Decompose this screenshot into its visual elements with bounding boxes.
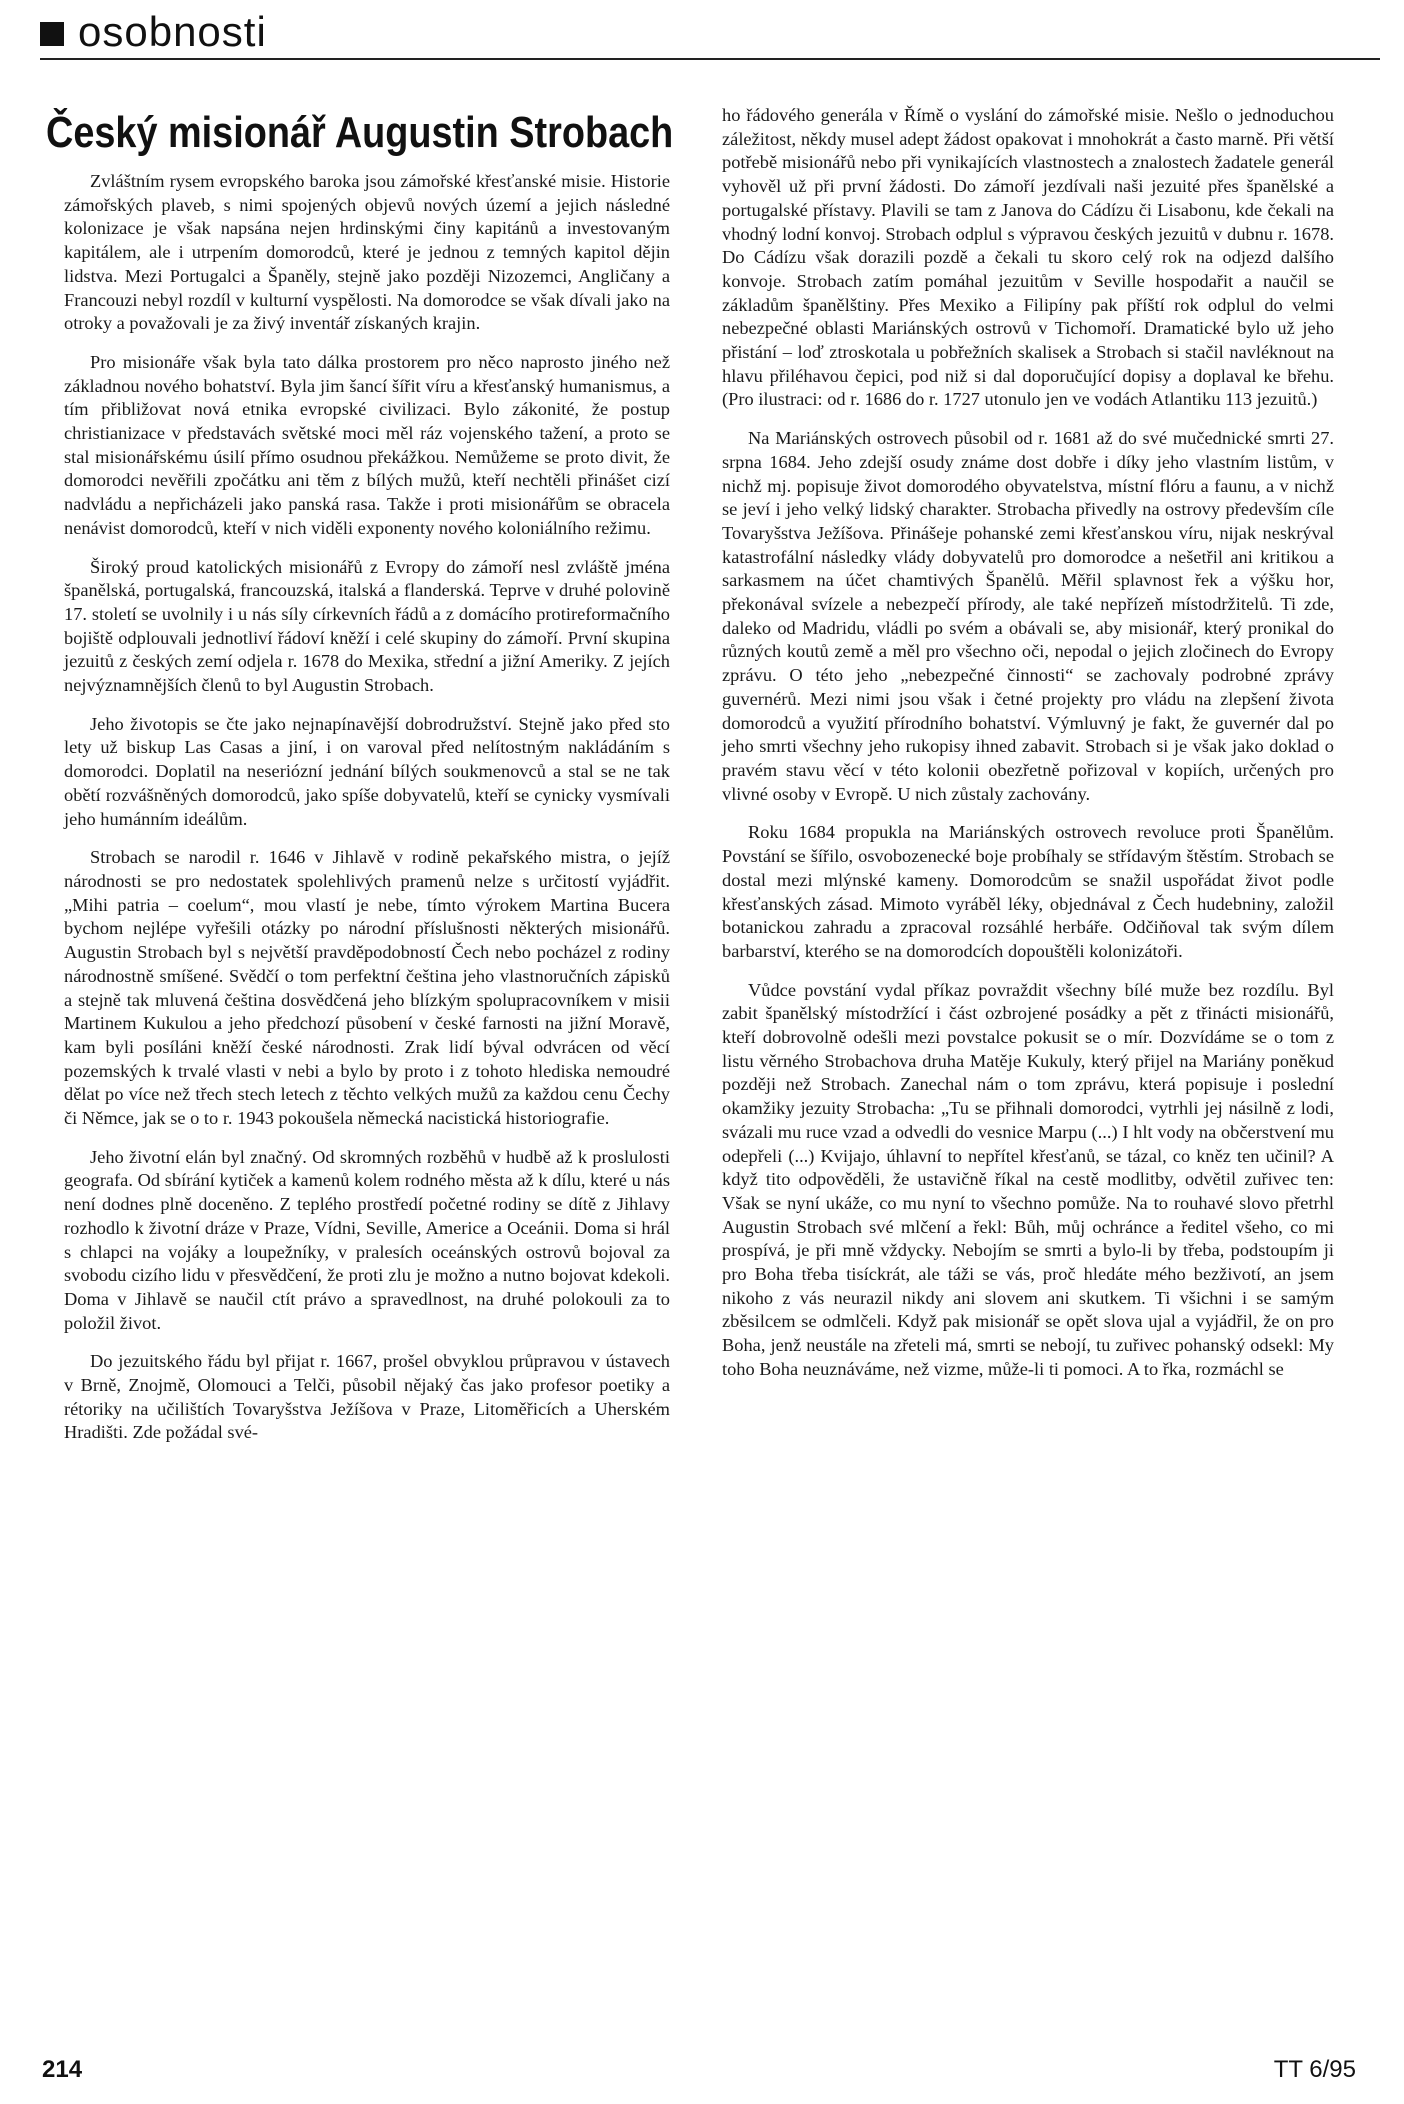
paragraph: Jeho životní elán byl značný. Od skromných rozběhů v hudbě až k proslulosti geografa. Od sbírání kytiček a kamenů kolem rodného města až k dílu, které u nás není dodnes plně doceněno. Z teplého prostředí početné rodiny se dítě z Jihlavy rozhodlo k životní dráze v Praze, Vídni, Seville, Americe a Oceánii. Doma si hrál s chlapci na vojáky a loupežníky, v pralesích oceánských ostrovů bojoval za svobodu cizího lidu v přesvědčení, že proti zlu je možno a nutno bojovat kdekoli. Doma v Jihlavě se naučil ctít právo a spravedlnost, na druhé polokouli za to položil život. (64, 1146, 670, 1333)
page-number: 214 (42, 2056, 83, 2083)
paragraph: Široký proud katolických misionářů z Evropy do zámoří nesl zvláště jména španělská, portugalská, francouzská, italská a flanderská. Teprve v druhé polovině 17. století se uvolnily i u nás síly církevních řádů a z domácího protireformačního bojiště odplouvali jednotliví řádoví kněží i celé skupiny do zámoří. První skupina jezuitů z českých zemí odjela r. 1678 do Mexika, střední a jižní Ameriky. Z jejích nejvýznamnějších členů to byl Augustin Strobach. (64, 556, 670, 696)
article-title: Český misionář Augustin Strobach (46, 108, 674, 157)
paragraph: Vůdce povstání vydal příkaz povraždit všechny bílé muže bez rozdílu. Byl zabit španělský místodržící i část ozbrojené posádky a pět z třinácti misionářů, kteří dobrovolně odešli mezi povstalce pokusit se o mír. Dozvídáme se o tom z listu věrného Strobachova druha Matěje Kukuly, který přijel na Mariány poněkud později než Strobach. Zanechal nám o tom zprávu, která popisuje i poslední okamžiky jezuity Strobacha: „Tu se přihnali domorodci, vytrhli jej násilně z lodi, svázali mu ruce vzad a odvedli do vesnice Marpu (...) I hlt vody na občerstvení mu odepřeli (...) Kvijajo, úhlavní to nepřítel křesťanů, se tázal, co kněz ten učinil? A když tito odpověděli, že ustavičně říkal na cestě modlitby, odvětil zuřivec ten: Však se nyní ukáže, co mu nyní to všechno pomůže. Na to rouhavé slovo přetrhl Augustin Strobach své mlčení a řekl: Bůh, můj ochránce a ředitel všeho, co mi prospívá, je při mně vždycky. Nebojím se smrti a bylo-li by třeba, podstoupím ji pro Boha třeba tisíckrát, ale táži se vás, proč hledáte mého bezživotí, an jsem nikoho z vás neurazil nikdy ani slovem ani skutkem. Ti všichni i se samým zběsilcem se odmlčeli. Když pak misionář se opět slova ujal a vyjádřil, že on pro Boha, jenž neustále na zřeteli má, smrti se nebojí, tu zuřivec pohanský odsekl: My toho Boha neuznáváme, než vizme, může-li ti pomoci. A to řka, rozmáchl se (722, 979, 1334, 1379)
section-name: osobnosti (78, 8, 267, 55)
issue-label: TT 6/95 (1273, 2056, 1356, 2083)
paragraph: Pro misionáře však byla tato dálka prostorem pro něco naprosto jiného než základnou nového bohatství. Byla jim šancí šířit víru a křesťanský humanismus, a tím přibližovat nová etnika evropské civilizaci. Bylo zákonité, že postup christianizace v představách světské moci měl ráz vojenského tažení, a proto se stal misionářskému úsilí přímo osudnou překážkou. Nemůžeme se proto divit, že domorodci nevěřili zpočátku ani těm z bílých mužů, kteří nechtěli přinášet cizí nadvládu a nepřicházeli jako panská rasa. Takže i proti misionářům se obracela nenávist domorodců, kteří v nich viděli exponenty nového koloniálního režimu. (64, 351, 670, 538)
section-header (40, 8, 1380, 60)
section-square-icon (40, 22, 64, 46)
paragraph: Na Mariánských ostrovech působil od r. 1681 až do své mučednické smrti 27. srpna 1684. Jeho zdejší osudy známe dost dobře i díky jeho vlastním listům, v nichž mj. popisuje život domorodého obyvatelstva, místní flóru a faunu, a v nichž se jeví i jeho velký lidský charakter. Strobacha přivedly na ostrovy především cíle Tovaryšstva Ježíšova. Přinášeje pohanské zemi křesťanskou víru, nijak neskrýval katastrofální následky vlády dobyvatelů pro domorodce a nešetřil ani kritikou a sarkasmem na účet chamtivých Španělů. Měřil splavnost řek a výšku hor, překonával svízele a nebezpečí přírody, ale také nepřízeň místodržitelů. Ti zde, daleko od Madridu, vládli po svém a obávali se, aby misionář, který pronikal do různých koutů země a měl pro všechno oči, nepodal o jejich zločinech do Evropy zprávu. O této jeho „nebezpečné činnosti“ se zachovaly podrobné zprávy guvernérů. Mezi nimi jsou však i četné projekty pro vládu na zlepšení života domorodců a využití přírodního bohatství. Výmluvný je fakt, že guvernér dal po jeho smrti všechny jeho rukopisy ihned zabavit. Strobach si je však jako doklad o pravém stavu věcí v této kolonii obezřetně pořizoval v kopiích, určených pro vlivné osoby v Evropě. U nich zůstaly zachovány. (722, 428, 1334, 804)
paragraph: Do jezuitského řádu byl přijat r. 1667, prošel obvyklou průpravou v ústavech v Brně, Znojmě, Olomouci a Telči, působil nějaký čas jako profesor poetiky a rétoriky na učilištích Tovaryšstva Ježíšova v Praze, Litoměřicích a Uherském Hradišti. Zde požádal své- (64, 1351, 670, 1443)
paragraph: Roku 1684 propukla na Mariánských ostrovech revoluce proti Španělům. Povstání se šířilo, osvobozenecké boje probíhaly se střídavým štěstím. Strobach se dostal mezi mlýnské kameny. Domorodcům se snažil uspořádat život podle křesťanských zásad. Mimoto vyráběl léky, objednával z Čech hudebniny, založil botanickou zahradu a zpracoval rozsáhlé herbáře. Odčiňoval tak svým dílem barbarství, kterého se na domorodcích dopouštěli kolonizátoři. (722, 822, 1334, 961)
column-left (64, 170, 670, 1460)
paragraph: Strobach se narodil r. 1646 v Jihlavě v rodině pekařského mistra, o jejíž národnosti se pro nedostatek spolehlivých pramenů nelze s určitostí vyjádřit. „Mihi patria – coelum“, mou vlastí je nebe, tímto výrokem Martina Bucera bychom nejlépe vyřešili otázky po národní příslušnosti některých misionářů. Augustin Strobach byl s největší pravděpodobností Čech nebo pocházel z rodiny národnostně smíšené. Svědčí o tom perfektní čeština jeho vlastnoručních zápisků a stejně tak mluvená čeština dosvědčená jeho blízkým spolupracovníkem v misii Martinem Kukulou a jeho předchozí působení v české farnosti na jižní Moravě, kam byli posíláni kněží české národnosti. Zrak lidí býval odvrácen od věcí pozemských k trvalé vlasti v nebi a bylo by proto i z tohoto hlediska nemoudré dělat po více než třech stech letech z těchto velkých mužů za každou cenu Čechy či Němce, jak se o to r. 1943 pokoušela německá nacistická historiografie. (64, 847, 670, 1129)
paragraph: Jeho životopis se čte jako nejnapínavější dobrodružství. Stejně jako před sto lety už biskup Las Casas a jiní, i on varoval před nelítostným nakládáním s domorodci. Doplatil na neseriózní jednání bílých soukmenovců a stal se ne tak obětí rozvášněných domorodců, jako spíše dobyvatelů, kteří se cynicky vysmívali jeho humánním ideálům. (64, 713, 670, 829)
paragraph: ho řádového generála v Římě o vyslání do zámořské misie. Nešlo o jednoduchou záležitost, někdy musel adept žádost opakovat i mnohokrát a často marně. Při větší potřebě misionářů nebo při vynikajících vlastnostech a znalostech žadatele generál vyhověl už při první žádosti. Do zámoří jezdívali naši jezuité přes španělské a portugalské přístavy. Plavili se tam z Janova do Cádízu či Lisabonu, kde čekali na vhodný lodní konvoj. Strobach odplul s výpravou českých jezuitů v dubnu r. 1678. Do Cádízu však dorazili pozdě a čekali tu skoro celý rok na odjezd dalšího konvoje. Strobach zatím pomáhal jezuitům v Seville hospodařit a naučil se základům španělštiny. Přes Mexiko a Filipíny pak příští rok odplul do velmi nebezpečné oblasti Mariánských ostrovů v Tichomoří. Dramatické bylo už jeho přistání – loď ztroskotala u pobřežních skalisek a Strobach si stačil navléknout na hlavu přiléhavou čepici, pod niž si dal doporučující dopisy a doplaval ke břehu. (Pro ilustraci: od r. 1686 do r. 1727 utonulo jen ve vodách Atlantiku 113 jezuitů.) (722, 105, 1334, 410)
column-right (722, 104, 1334, 1397)
paragraph: Zvláštním rysem evropského baroka jsou zámořské křesťanské misie. Historie zámořských plaveb, s nimi spojených objevů nových území a jejich následné kolonizace je však napsána nejen hrdinskými činy kapitánů a investovaným kapitálem, ale i utrpením domorodců, které je jednou z temných kapitol dějin lidstva. Mezi Portugalci a Španěly, stejně jako později Nizozemci, Angličany a Francouzi nebyl rozdíl v kulturní vyspělosti. Na domorodce se však dívali jako na otroky a považovali je za živý inventář získaných krajin. (64, 171, 670, 334)
